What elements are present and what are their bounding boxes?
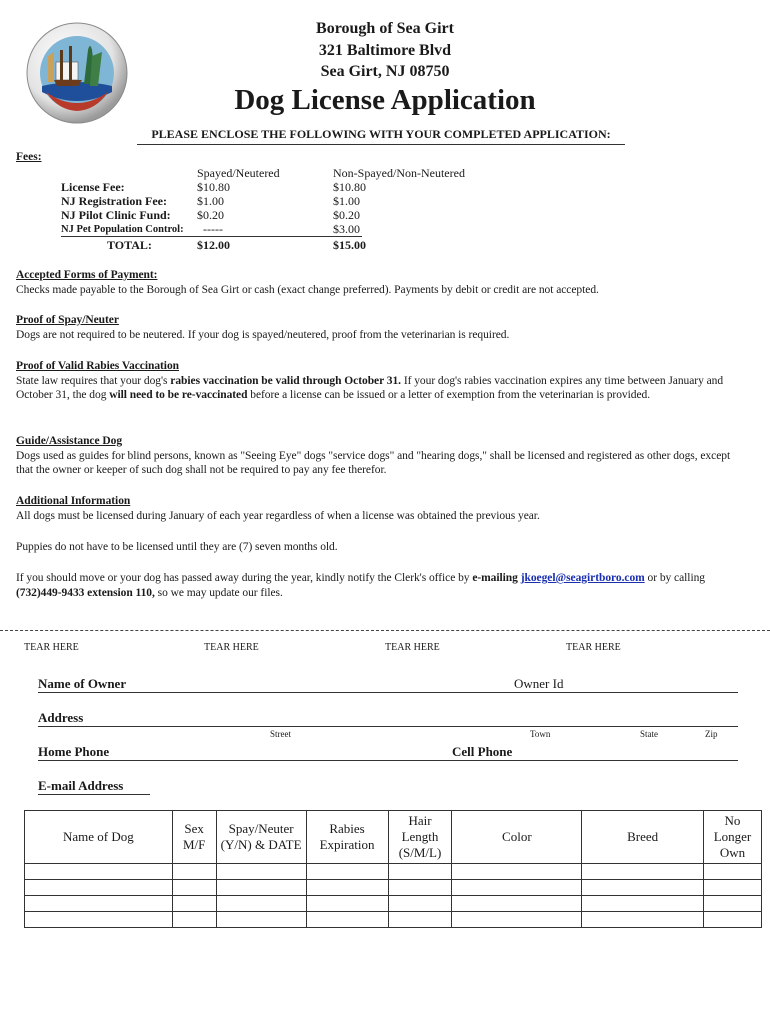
table-cell[interactable]: [306, 912, 388, 928]
col-header: Name of Dog: [25, 811, 173, 864]
spay-text: Dogs are not required to be neutered. If your dog is spayed/neutered, proof from the veterinarian is required.: [16, 328, 510, 341]
fees-col-spayed: Spayed/Neutered: [197, 166, 280, 180]
tear-here-label: TEAR HERE: [204, 642, 259, 653]
table-cell[interactable]: [452, 896, 582, 912]
clerk-email-link[interactable]: jkoegel@seagirtboro.com: [520, 572, 645, 584]
fee-value: $0.20: [197, 208, 224, 222]
table-cell[interactable]: [25, 896, 173, 912]
table-cell[interactable]: [388, 912, 452, 928]
fees-total-rule: [61, 236, 362, 237]
table-cell[interactable]: [306, 896, 388, 912]
table-cell[interactable]: [216, 912, 306, 928]
additional-p3: [16, 571, 746, 600]
additional-p2: Puppies do not have to be licensed until they are (7) seven months old.: [16, 541, 338, 553]
phone-field[interactable]: [38, 760, 738, 761]
col-header: Hair Length (S/M/L): [388, 811, 452, 864]
rabies-text-bold: will need to be re-vaccinated: [109, 389, 248, 402]
borough-name: Borough of Sea Girt: [316, 20, 454, 37]
spay-section: [16, 313, 746, 342]
fee-value: -----: [203, 222, 223, 236]
fee-label: NJ Registration Fee:: [61, 194, 167, 208]
contact-text-part: so we may update our files.: [154, 586, 283, 599]
fee-total-spayed: $12.00: [197, 238, 230, 252]
tear-here-label: TEAR HERE: [566, 642, 621, 653]
table-cell[interactable]: [216, 896, 306, 912]
fee-label: NJ Pet Population Control:: [61, 224, 184, 235]
borough-street: 321 Baltimore Blvd: [318, 42, 452, 59]
table-cell[interactable]: [25, 912, 173, 928]
table-cell[interactable]: [172, 912, 216, 928]
fee-value: $1.00: [333, 194, 360, 208]
additional-p1: All dogs must be licensed during January of each year regardless of when a license was obtained the previous year.: [16, 509, 540, 522]
fee-total-label: TOTAL:: [107, 238, 152, 252]
home-phone-label: Home Phone: [38, 744, 110, 759]
page-title: Dog License Application: [234, 84, 536, 116]
table-cell[interactable]: [388, 880, 452, 896]
rabies-title: Proof of Valid Rabies Vaccination: [16, 360, 179, 372]
payment-title: Accepted Forms of Payment:: [16, 269, 158, 281]
enclose-instruction: PLEASE ENCLOSE THE FOLLOWING WITH YOUR COMPLETED APPLICATION:: [137, 127, 625, 145]
guide-text: Dogs used as guides for blind persons, known as "Seeing Eye" dogs "service dogs" and "hearing dogs," shall be licensed and registered as other dogs, except that the owner or keeper of such dog shall not be required to pay any fee therefor.: [16, 449, 731, 477]
table-cell[interactable]: [704, 864, 762, 880]
table-cell[interactable]: [704, 896, 762, 912]
table-cell[interactable]: [704, 880, 762, 896]
town-sublabel: Town: [530, 729, 551, 739]
fees-col-nonspayed: Non-Spayed/Non-Neutered: [333, 166, 465, 180]
state-sublabel: State: [640, 729, 658, 739]
owner-id-label: Owner Id: [514, 676, 564, 691]
table-cell[interactable]: [306, 864, 388, 880]
contact-text-part: or by calling: [644, 572, 705, 584]
table-cell[interactable]: [25, 880, 173, 896]
table-cell[interactable]: [452, 912, 582, 928]
table-cell[interactable]: [452, 864, 582, 880]
table-cell[interactable]: [452, 880, 582, 896]
additional-title: Additional Information: [16, 495, 131, 507]
table-cell[interactable]: [172, 880, 216, 896]
fee-value: $1.00: [197, 194, 224, 208]
spay-title: Proof of Spay/Neuter: [16, 314, 119, 326]
table-cell[interactable]: [25, 864, 173, 880]
table-cell[interactable]: [582, 880, 704, 896]
cell-phone-label: Cell Phone: [452, 744, 513, 759]
fee-value: $10.80: [197, 180, 230, 194]
table-cell[interactable]: [582, 896, 704, 912]
address-field[interactable]: [38, 726, 738, 727]
fee-label: NJ Pilot Clinic Fund:: [61, 208, 171, 222]
dog-table-header-row: [25, 811, 762, 864]
owner-name-label: Name of Owner: [38, 676, 127, 691]
guide-title: Guide/Assistance Dog: [16, 435, 123, 447]
table-cell[interactable]: [388, 864, 452, 880]
col-header: Rabies Expiration: [306, 811, 388, 864]
email-field[interactable]: [38, 794, 150, 795]
rabies-text-part: before a license can be issued or a letter of exemption from the veterinarian is provided.: [247, 389, 651, 402]
rabies-text-part: If your dog's rabies vaccination expires any time between January and October 31, the dog: [16, 374, 724, 402]
table-cell[interactable]: [172, 896, 216, 912]
contact-text-bold: e-mailing: [472, 572, 518, 584]
fees-heading: Fees:: [16, 151, 42, 163]
fee-total-nonspayed: $15.00: [333, 238, 366, 252]
tear-here-label: TEAR HERE: [385, 642, 440, 653]
address-label: Address: [38, 710, 84, 725]
table-cell[interactable]: [388, 896, 452, 912]
clerk-phone: (732)449-9433 extension 110,: [16, 586, 155, 599]
col-header: Spay/Neuter (Y/N) & DATE: [216, 811, 306, 864]
table-cell[interactable]: [216, 880, 306, 896]
fee-value: $3.00: [333, 222, 360, 236]
table-cell[interactable]: [582, 864, 704, 880]
zip-sublabel: Zip: [705, 729, 718, 739]
owner-name-field[interactable]: [38, 692, 738, 693]
table-cell[interactable]: [582, 912, 704, 928]
dog-table: [24, 810, 762, 928]
table-cell[interactable]: [704, 912, 762, 928]
fee-label: License Fee:: [61, 180, 125, 194]
rabies-text-bold: rabies vaccination be valid through October 31.: [170, 374, 402, 387]
payment-text: Checks made payable to the Borough of Sea Girt or cash (exact change preferred). Payments by debit or credit are not accepted.: [16, 283, 599, 296]
street-sublabel: Street: [270, 729, 291, 739]
contact-text-part: If you should move or your dog has passed away during the year, kindly notify the Clerk's office by: [16, 572, 473, 584]
table-cell[interactable]: [306, 880, 388, 896]
col-header: Breed: [582, 811, 704, 864]
borough-city: Sea Girt, NJ 08750: [320, 63, 450, 80]
col-header: Sex M/F: [172, 811, 216, 864]
table-row: [25, 912, 762, 928]
rabies-text: [16, 374, 746, 403]
tear-here-label: TEAR HERE: [24, 642, 79, 653]
payment-section: [16, 268, 746, 297]
table-cell[interactable]: [172, 864, 216, 880]
tear-line: [0, 630, 770, 631]
rabies-section: [16, 359, 746, 403]
table-cell[interactable]: [216, 864, 306, 880]
table-row: [25, 880, 762, 896]
guide-section: [16, 434, 746, 478]
col-header: No Longer Own: [704, 811, 762, 864]
fee-value: $0.20: [333, 208, 360, 222]
email-label: E-mail Address: [38, 778, 124, 793]
rabies-text-part: State law requires that your dog's: [16, 374, 171, 387]
col-header: Color: [452, 811, 582, 864]
fee-value: $10.80: [333, 180, 366, 194]
additional-section: [16, 494, 746, 523]
table-row: [25, 896, 762, 912]
table-row: [25, 864, 762, 880]
